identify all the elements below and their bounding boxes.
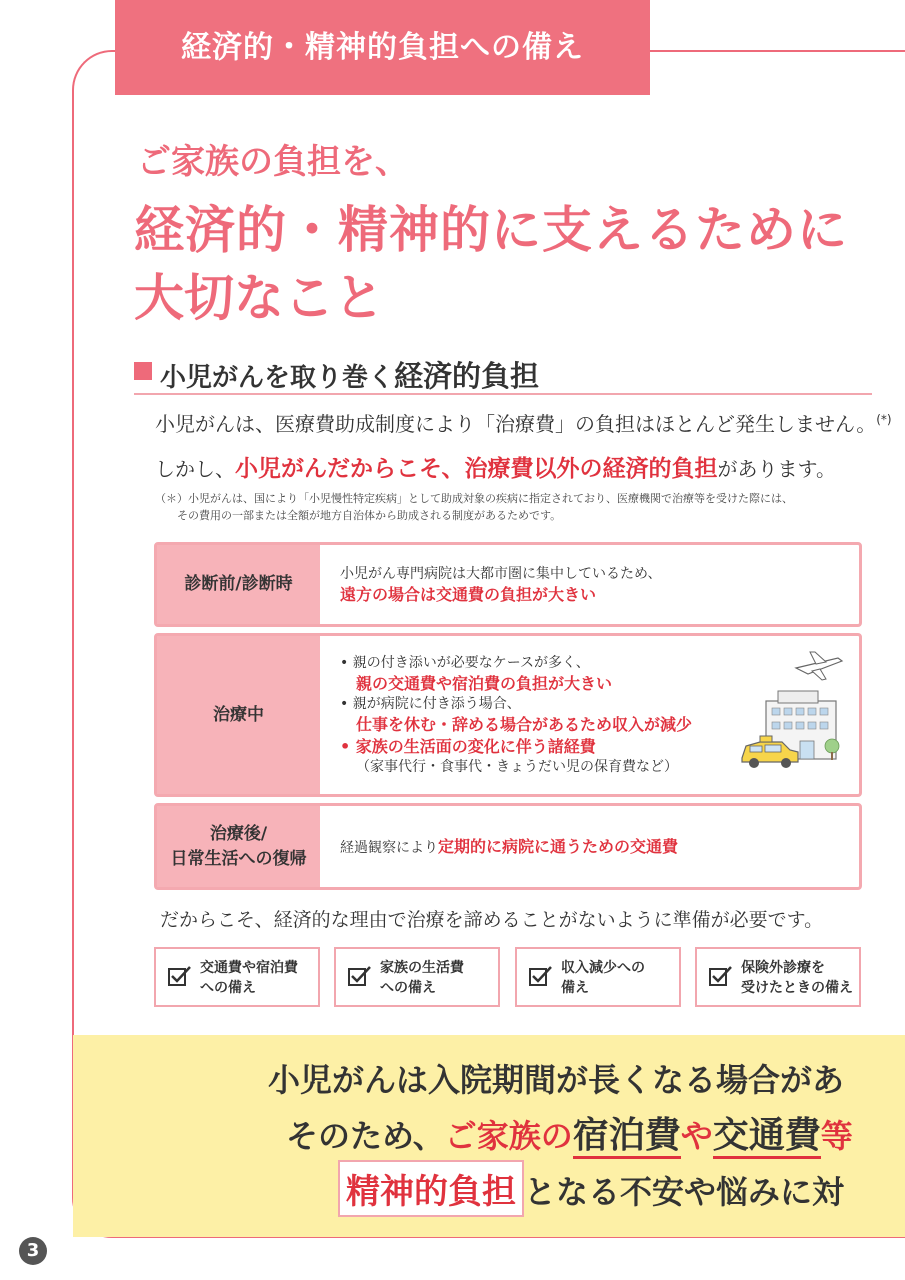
- section-title-b: 経済的負担: [394, 359, 540, 393]
- bullet-2: • 親が病院に付き添う場合、: [340, 695, 521, 712]
- footnote-line-2: その費用の一部または全額が地方自治体から助成される制度があるためです。: [177, 509, 562, 522]
- callout-line-2-red-3: 等: [820, 1117, 853, 1155]
- row-after-treatment: [154, 803, 862, 890]
- checklist-item: [515, 947, 681, 1007]
- row-label-line-2: 日常生活への復帰: [170, 848, 307, 869]
- header-title: 経済的・精神的負担への備え: [181, 30, 584, 65]
- bullet-3: （家事代行・食事代・きょうだい児の保育費など）: [356, 758, 678, 775]
- row-text: 経過観察により: [340, 839, 438, 856]
- checkbox-checked-icon: [168, 965, 192, 987]
- checklist-label: 保険外診療を 受けたときの備え: [741, 960, 853, 996]
- checklist-label: 交通費や宿泊費 への備え: [200, 960, 298, 996]
- row-label: 診断前/診断時: [157, 545, 320, 624]
- checklist-item: [154, 947, 320, 1007]
- callout-line-2-red-1: ご家族の: [444, 1117, 573, 1155]
- intro-paragraph-1: [155, 408, 892, 437]
- bullet-1-highlight: 親の交通費や宿泊費の負担が大きい: [356, 673, 613, 693]
- row-body: [340, 806, 849, 887]
- callout-line-2: [286, 1107, 853, 1158]
- checklist-label: 家族の生活費 への備え: [380, 960, 464, 996]
- checklist-item: [695, 947, 861, 1007]
- row-text: 小児がん専門病院は大都市圏に集中しているため、: [340, 565, 662, 582]
- bullet-1: • 親の付き添いが必要なケースが多く、: [340, 654, 590, 671]
- checklist-label: 収入減少への 備え: [561, 960, 645, 996]
- row-label-line-1: 治療後/: [209, 823, 268, 844]
- row-label: [157, 806, 320, 887]
- conclusion-text: だからこそ、経済的な理由で治療を諦めることがないように準備が必要です。: [160, 909, 824, 931]
- intro-paragraph-2: [155, 450, 836, 483]
- airplane-icon: [796, 652, 842, 680]
- callout-line-2-red-2: や: [680, 1117, 713, 1155]
- callout-highlight-transport: 交通費: [713, 1115, 821, 1159]
- page-number: 3: [19, 1237, 47, 1265]
- checkbox-checked-icon: [348, 965, 372, 987]
- checkbox-checked-icon: [529, 965, 553, 987]
- bullet-3-highlight: • 家族の生活面の変化に伴う諸経費: [340, 736, 596, 756]
- checkbox-checked-icon: [709, 965, 733, 987]
- row-highlight: 定期的に病院に通うための交通費: [438, 836, 679, 856]
- intro-p2-b: があります。: [717, 457, 836, 481]
- row-label: 治療中: [157, 636, 320, 794]
- section-marker: [134, 362, 152, 380]
- section-title-a: 小児がんを取り巻く: [160, 363, 395, 393]
- callout-line-3: [338, 1160, 844, 1217]
- row-diagnosis: [154, 542, 862, 627]
- footnote: [155, 490, 793, 524]
- callout-line-3-rest: となる不安や悩みに対: [524, 1173, 845, 1211]
- headline-line-2: 経済的・精神的に支えるために: [134, 201, 848, 259]
- header-band: [115, 0, 650, 95]
- footnote-line-1: （＊）小児がんは、国により「小児慢性特定疾病」として助成対象の疾病に指定されており、医療機関で治療等を受けた際には、: [155, 492, 793, 505]
- intro-footnote-mark: (*): [876, 412, 892, 427]
- intro-p2-highlight: 小児がんだからこそ、治療費以外の経済的負担: [235, 456, 718, 482]
- headline-line-3: 大切なこと: [134, 269, 384, 327]
- row-highlight: 遠方の場合は交通費の負担が大きい: [340, 584, 597, 604]
- callout-line-2-a: そのため、: [286, 1117, 445, 1155]
- intro-p1-text: 小児がんは、医療費助成制度により「治療費」の負担はほとんど発生しません。: [155, 412, 877, 436]
- row-treatment: [154, 633, 862, 797]
- callout-line-1: 小児がんは入院期間が長くなる場合があ: [268, 1061, 845, 1099]
- section-title: [160, 354, 539, 395]
- headline-line-1: ご家族の負担を、: [137, 142, 409, 182]
- bullet-2-highlight: 仕事を休む・辞める場合があるため収入が減少: [356, 714, 693, 734]
- intro-p2-a: しかし、: [155, 457, 235, 481]
- callout-highlight-mental-burden: 精神的負担: [338, 1160, 524, 1217]
- row-body: [340, 545, 849, 624]
- callout-highlight-lodging: 宿泊費: [573, 1115, 681, 1159]
- section-rule: [134, 393, 872, 395]
- checklist-item: [334, 947, 500, 1007]
- hospital-taxi-plane-illustration: [738, 646, 848, 771]
